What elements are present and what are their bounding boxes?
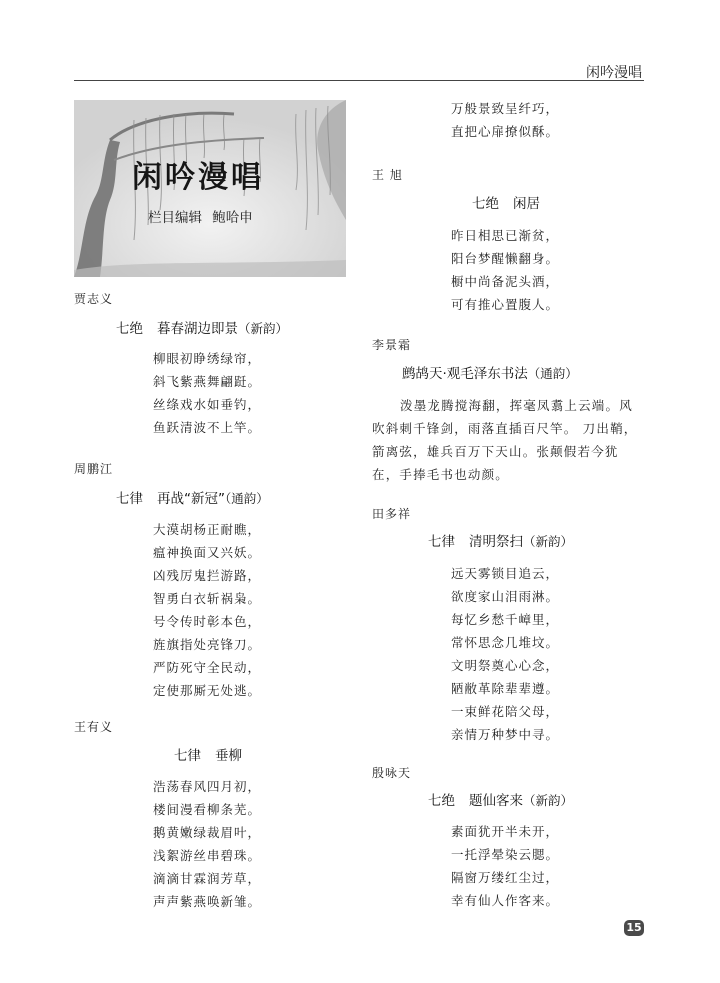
page-number: 15 xyxy=(624,920,644,936)
poem-rhyme-note: （新韵） xyxy=(238,321,289,336)
poem-title xyxy=(174,744,242,764)
poem-author: 田多祥 xyxy=(372,507,412,521)
poem-title xyxy=(402,362,578,382)
poem-line: 一束鲜花陪父母， xyxy=(451,704,560,719)
poem-line: 声声紫燕唤新雏。 xyxy=(153,894,262,909)
poem-author: 贾志义 xyxy=(74,292,114,306)
poem-line: 旌旗指处亮锋刀。 xyxy=(153,637,262,652)
poem-title-text: 鹧鸪天·观毛泽东书法 xyxy=(402,366,528,382)
poem-lines xyxy=(153,518,261,702)
poem-line: 丝绦戏水如垂钓， xyxy=(153,397,262,412)
poem-line: 常怀思念几堆坟。 xyxy=(451,635,560,650)
poem-line: 幸有仙人作客来。 xyxy=(451,893,560,908)
poem-form: 七绝 xyxy=(472,196,499,212)
poem-line: 智勇白衣斩祸枭。 xyxy=(153,591,262,606)
poem-line: 鹅黄嫩绿裁眉叶， xyxy=(153,825,262,840)
poem-line: 橱中尚备泥头酒， xyxy=(451,274,560,289)
poem-lines xyxy=(451,224,559,316)
poem-title xyxy=(428,530,573,550)
poem-line: 亲情万种梦中寻。 xyxy=(451,727,560,742)
poem-line: 阳台梦醒懒翻身。 xyxy=(451,251,560,266)
poem-title xyxy=(472,192,540,212)
running-header: 闲吟漫唱 xyxy=(586,65,642,81)
poem-line: 陋敝革除辈辈遵。 xyxy=(451,681,560,696)
poem-line: 瘟神换面又兴妖。 xyxy=(153,545,262,560)
poem-line: 大漠胡杨正耐瞧， xyxy=(153,522,262,537)
poem-line: 直把心扉撩似酥。 xyxy=(451,124,560,139)
banner-title: 闲吟漫唱 xyxy=(132,160,264,195)
poem-author: 李景霜 xyxy=(372,338,412,352)
poem-title-text: 闲居 xyxy=(513,196,540,212)
poem-line: 一托浮晕染云腮。 xyxy=(451,847,560,862)
poem-line: 号令传时彰本色， xyxy=(153,614,262,629)
poem-author: 王 旭 xyxy=(372,168,403,182)
poem-line: 斜飞紫燕舞翩跹。 xyxy=(153,374,262,389)
poem-line: 柳眼初睁绣绿帘， xyxy=(153,351,262,366)
poem-lines-continued xyxy=(451,97,559,143)
poem-line: 凶残厉鬼拦游路， xyxy=(153,568,262,583)
poem-rhyme-note: （新韵） xyxy=(523,793,574,808)
poem-rhyme-note: （通韵） xyxy=(225,491,269,506)
poem-line: 万般景致呈纤巧， xyxy=(451,101,560,116)
poem-form: 七律 xyxy=(174,748,201,764)
poem-author: 王有义 xyxy=(74,720,114,734)
poem-line: 浩荡春风四月初， xyxy=(153,779,262,794)
poem-line: 欲度家山泪雨淋。 xyxy=(451,589,560,604)
poem-line: 昨日相思已渐贫， xyxy=(451,228,560,243)
poem-form: 七绝 xyxy=(428,793,455,809)
poem-line: 每忆乡愁千嶂里， xyxy=(451,612,560,627)
poem-line: 远天雾锁目追云， xyxy=(451,566,560,581)
poem-title xyxy=(116,487,269,507)
poem-lines xyxy=(153,347,261,439)
ci-text: 泼墨龙腾搅海翻，挥毫凤翥上云端。风吹斜刺千锋剑，雨落直插百尺竿。 刀出鞘，箭离弦，雄兵百万下天山。张颠假若今犹在，手捧毛书也动颜。 xyxy=(372,398,638,482)
poem-form: 七律 xyxy=(428,534,455,550)
poem-lines xyxy=(451,562,559,746)
poem-author: 周鹏江 xyxy=(74,462,114,476)
poem-title xyxy=(116,317,288,337)
poem-title-text: 题仙客来 xyxy=(469,793,523,809)
poem-title-text: 垂柳 xyxy=(215,748,242,764)
poem-rhyme-note: （新韵） xyxy=(523,534,574,549)
poem-line: 定使那厮无处逃。 xyxy=(153,683,262,698)
poem-line: 浅絮游丝串碧珠。 xyxy=(153,848,262,863)
poem-title-text: 清明祭扫 xyxy=(469,534,523,550)
poem-title-text: 再战“新冠” xyxy=(157,491,225,507)
poem-line: 隔窗万缕红尘过， xyxy=(451,870,560,885)
poem-line: 滴滴甘霖润芳草， xyxy=(153,871,262,886)
poem-line: 严防死守全民动， xyxy=(153,660,262,675)
poem-lines xyxy=(451,820,559,912)
banner-editor-credit: 栏目编辑 鲍哈申 xyxy=(148,210,253,226)
poem-line: 楼间漫看柳条芜。 xyxy=(153,802,262,817)
poem-line: 文明祭奠心心念， xyxy=(451,658,560,673)
poem-line: 可有推心置腹人。 xyxy=(451,297,560,312)
poem-rhyme-note: （通韵） xyxy=(527,366,578,381)
poem-line: 鱼跃清波不上竿。 xyxy=(153,420,262,435)
poem-line: 素面犹开半未开， xyxy=(451,824,560,839)
poem-title xyxy=(428,789,573,809)
poem-author: 殷咏天 xyxy=(372,766,412,780)
poem-lines xyxy=(153,775,261,913)
header-rule xyxy=(74,80,644,81)
column-banner xyxy=(74,100,346,277)
poem-form: 七绝 xyxy=(116,321,143,337)
poem-title-text: 暮春湖边即景 xyxy=(157,321,238,337)
poem-form: 七律 xyxy=(116,491,143,507)
